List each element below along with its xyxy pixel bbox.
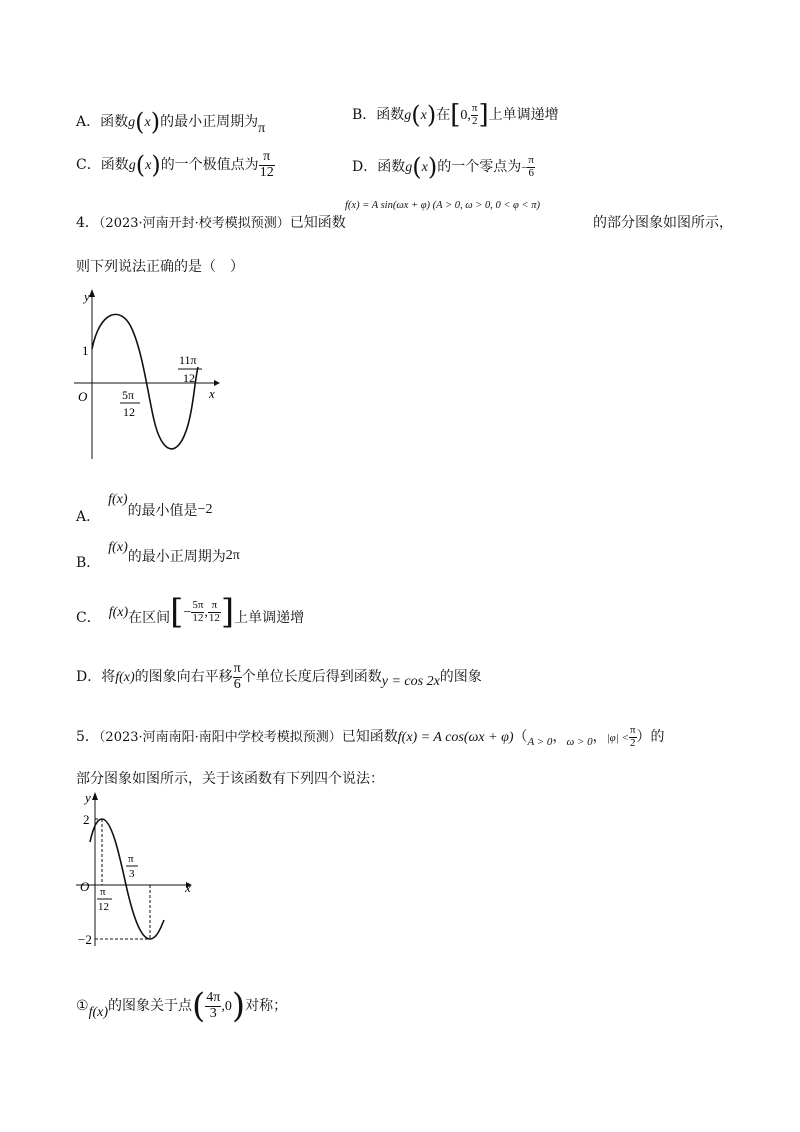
- option-label: C．: [76, 610, 101, 626]
- comma: ,: [204, 605, 208, 620]
- fraction-den: 2: [471, 114, 478, 127]
- q4-option-d: [76, 662, 482, 692]
- option-text: 的最小正周期为: [127, 549, 226, 565]
- q5-stem-line2: 部分图象如图所示，关于该函数有下列四个说法：: [76, 771, 384, 787]
- q3-option-b: [352, 100, 559, 130]
- function-formula: f(x) = A cos(ωx + φ): [397, 730, 514, 746]
- question-lead: 已知函数: [341, 729, 398, 746]
- func-expr: f(x): [115, 670, 135, 686]
- fraction: [259, 150, 275, 180]
- q4-stem-line2: 则下列说法正确的是（ ）: [76, 259, 244, 275]
- func-var: x: [145, 158, 152, 174]
- question-source: （2023·河南南阳·南阳中学校考模拟预测）: [98, 730, 342, 746]
- target-function: y = cos 2x: [381, 674, 440, 690]
- fraction-num: π: [233, 661, 241, 676]
- fraction-den: 3: [205, 1006, 221, 1022]
- q4-option-a: [76, 492, 213, 525]
- q4-stem-tail: 的部分图象如图所示，: [593, 215, 733, 231]
- paren: (: [192, 986, 206, 1026]
- t2-den-label: 3: [129, 868, 135, 880]
- fraction-num: π: [528, 153, 534, 166]
- max-label: 2: [83, 812, 90, 827]
- q4-option-c: [76, 592, 304, 632]
- comma: ，: [552, 729, 567, 746]
- origin-label: O: [78, 389, 88, 404]
- paren: ): [426, 101, 437, 129]
- x-axis-label: x: [209, 386, 215, 401]
- end-num-label: 11π: [179, 353, 197, 367]
- condition: ω > 0: [566, 736, 593, 749]
- option-text: 的图象向右平移: [134, 669, 233, 686]
- fraction-num: 5π: [192, 598, 204, 611]
- q3-option-d: [352, 153, 535, 181]
- question-source: （2023·河南开封·校考模拟预测）: [98, 216, 290, 231]
- statement-text: 的图象关于点: [108, 998, 192, 1014]
- paren: ): [231, 986, 246, 1026]
- fraction-num: π: [629, 724, 636, 736]
- zero-num-label: 5π: [122, 388, 135, 402]
- option-label: A．: [76, 509, 101, 525]
- paren-close: ）: [636, 729, 651, 746]
- q3-option-a: [76, 108, 265, 136]
- option-text: 的最小值是: [127, 503, 198, 519]
- q5-graph: [70, 788, 200, 953]
- t1-num-label: π: [100, 886, 106, 898]
- condition: A > 0: [527, 736, 553, 749]
- option-text: 上单调递增: [488, 107, 559, 123]
- fraction: [527, 155, 535, 179]
- func-expr: f(x): [108, 540, 128, 555]
- q5-stem-line1: [76, 725, 665, 749]
- y-intercept-label: 1: [82, 343, 89, 358]
- func-var: x: [144, 115, 151, 130]
- fraction-den: 12: [192, 611, 204, 624]
- func-expr: f(x): [88, 1005, 108, 1020]
- fraction-num: π: [211, 598, 218, 611]
- option-text: 的一个零点为: [437, 159, 522, 175]
- q4-stem-line1: [76, 212, 346, 232]
- stem-tail: 的: [650, 729, 665, 746]
- point-y: ,0: [221, 999, 232, 1014]
- y-axis-arrow: [92, 792, 98, 800]
- fraction: [191, 600, 204, 624]
- question-lead: 已知函数: [289, 215, 346, 231]
- y-axis-label: y: [85, 790, 91, 805]
- interval-left: 0,: [460, 108, 471, 123]
- x-axis-label: x: [185, 880, 191, 895]
- question-number: 5．: [76, 729, 99, 746]
- minus-sign: −: [183, 605, 192, 620]
- option-text: 的图象: [439, 669, 482, 686]
- min-label: −2: [78, 932, 92, 947]
- fraction-den: 6: [528, 166, 534, 179]
- func-name: g: [404, 108, 412, 123]
- func-expr: f(x): [108, 605, 129, 620]
- origin-label: O: [80, 879, 90, 894]
- comma: ，: [592, 729, 607, 746]
- y-axis-label: y: [84, 289, 90, 304]
- option-label: B．函数: [352, 107, 405, 123]
- func-var: x: [421, 160, 428, 175]
- fraction: [208, 600, 221, 624]
- statement-number: ①: [76, 998, 89, 1014]
- paren: (: [412, 153, 422, 181]
- fraction-den: 12: [208, 611, 220, 624]
- fraction: [205, 991, 221, 1021]
- option-label: A．函数: [76, 114, 129, 130]
- fraction-den: 6: [233, 676, 241, 692]
- option-value: 2π: [225, 548, 240, 563]
- option-text: 上单调递增: [234, 610, 305, 626]
- bracket: [: [450, 100, 461, 130]
- func-expr: f(x): [108, 492, 128, 507]
- option-text: 个单位长度后得到函数: [241, 669, 382, 686]
- cosine-curve: [90, 819, 164, 939]
- bracket: [: [170, 592, 184, 632]
- fraction: [629, 725, 637, 749]
- option-value: π: [258, 121, 266, 136]
- paren: (: [135, 151, 146, 180]
- zero-den-label: 12: [123, 405, 135, 419]
- sign: −: [521, 162, 528, 174]
- option-label: D．函数: [352, 159, 406, 175]
- paren: (: [135, 108, 145, 136]
- option-value: −2: [197, 502, 213, 517]
- option-text: 的最小正周期为: [160, 114, 259, 130]
- q4-graph: [70, 285, 230, 465]
- bracket: ]: [220, 592, 235, 632]
- fraction-den: 12: [259, 164, 274, 180]
- fraction-num: π: [263, 149, 271, 164]
- option-label: D．将: [76, 669, 116, 686]
- q3-option-c: [76, 150, 275, 180]
- func-name: g: [128, 115, 136, 130]
- paren: ): [150, 108, 161, 136]
- statement-text: 对称；: [245, 998, 288, 1014]
- t2-num-label: π: [128, 853, 134, 865]
- fraction-num: 4π: [206, 989, 221, 1005]
- paren: (: [411, 101, 421, 129]
- q4-formula: f(x) = A sin(ωx + φ) (A > 0, ω > 0, 0 < φ < π): [345, 200, 540, 211]
- option-text: 在: [436, 107, 451, 123]
- end-den-label: 12: [183, 371, 195, 385]
- func-var: x: [420, 108, 427, 123]
- option-label: C．函数: [76, 157, 129, 174]
- option-text: 的一个极值点为: [160, 157, 259, 174]
- fraction: [233, 662, 242, 692]
- fraction-den: 2: [629, 736, 636, 749]
- func-name: g: [128, 158, 136, 174]
- q4-option-b: [76, 538, 240, 571]
- paren: ): [427, 153, 438, 181]
- q5-statement-1: [76, 986, 287, 1026]
- x-axis-arrow: [214, 380, 220, 386]
- func-name: g: [405, 160, 413, 175]
- bracket: ]: [478, 100, 489, 130]
- y-axis-arrow: [89, 289, 95, 297]
- fraction-num: π: [471, 101, 478, 114]
- option-label: B．: [76, 555, 101, 571]
- option-text: 在区间: [128, 610, 171, 626]
- question-number: 4．: [76, 215, 99, 231]
- condition: |φ| <: [606, 732, 629, 745]
- t1-den-label: 12: [98, 901, 109, 913]
- paren: ): [151, 151, 161, 180]
- paren-open: （: [513, 729, 528, 746]
